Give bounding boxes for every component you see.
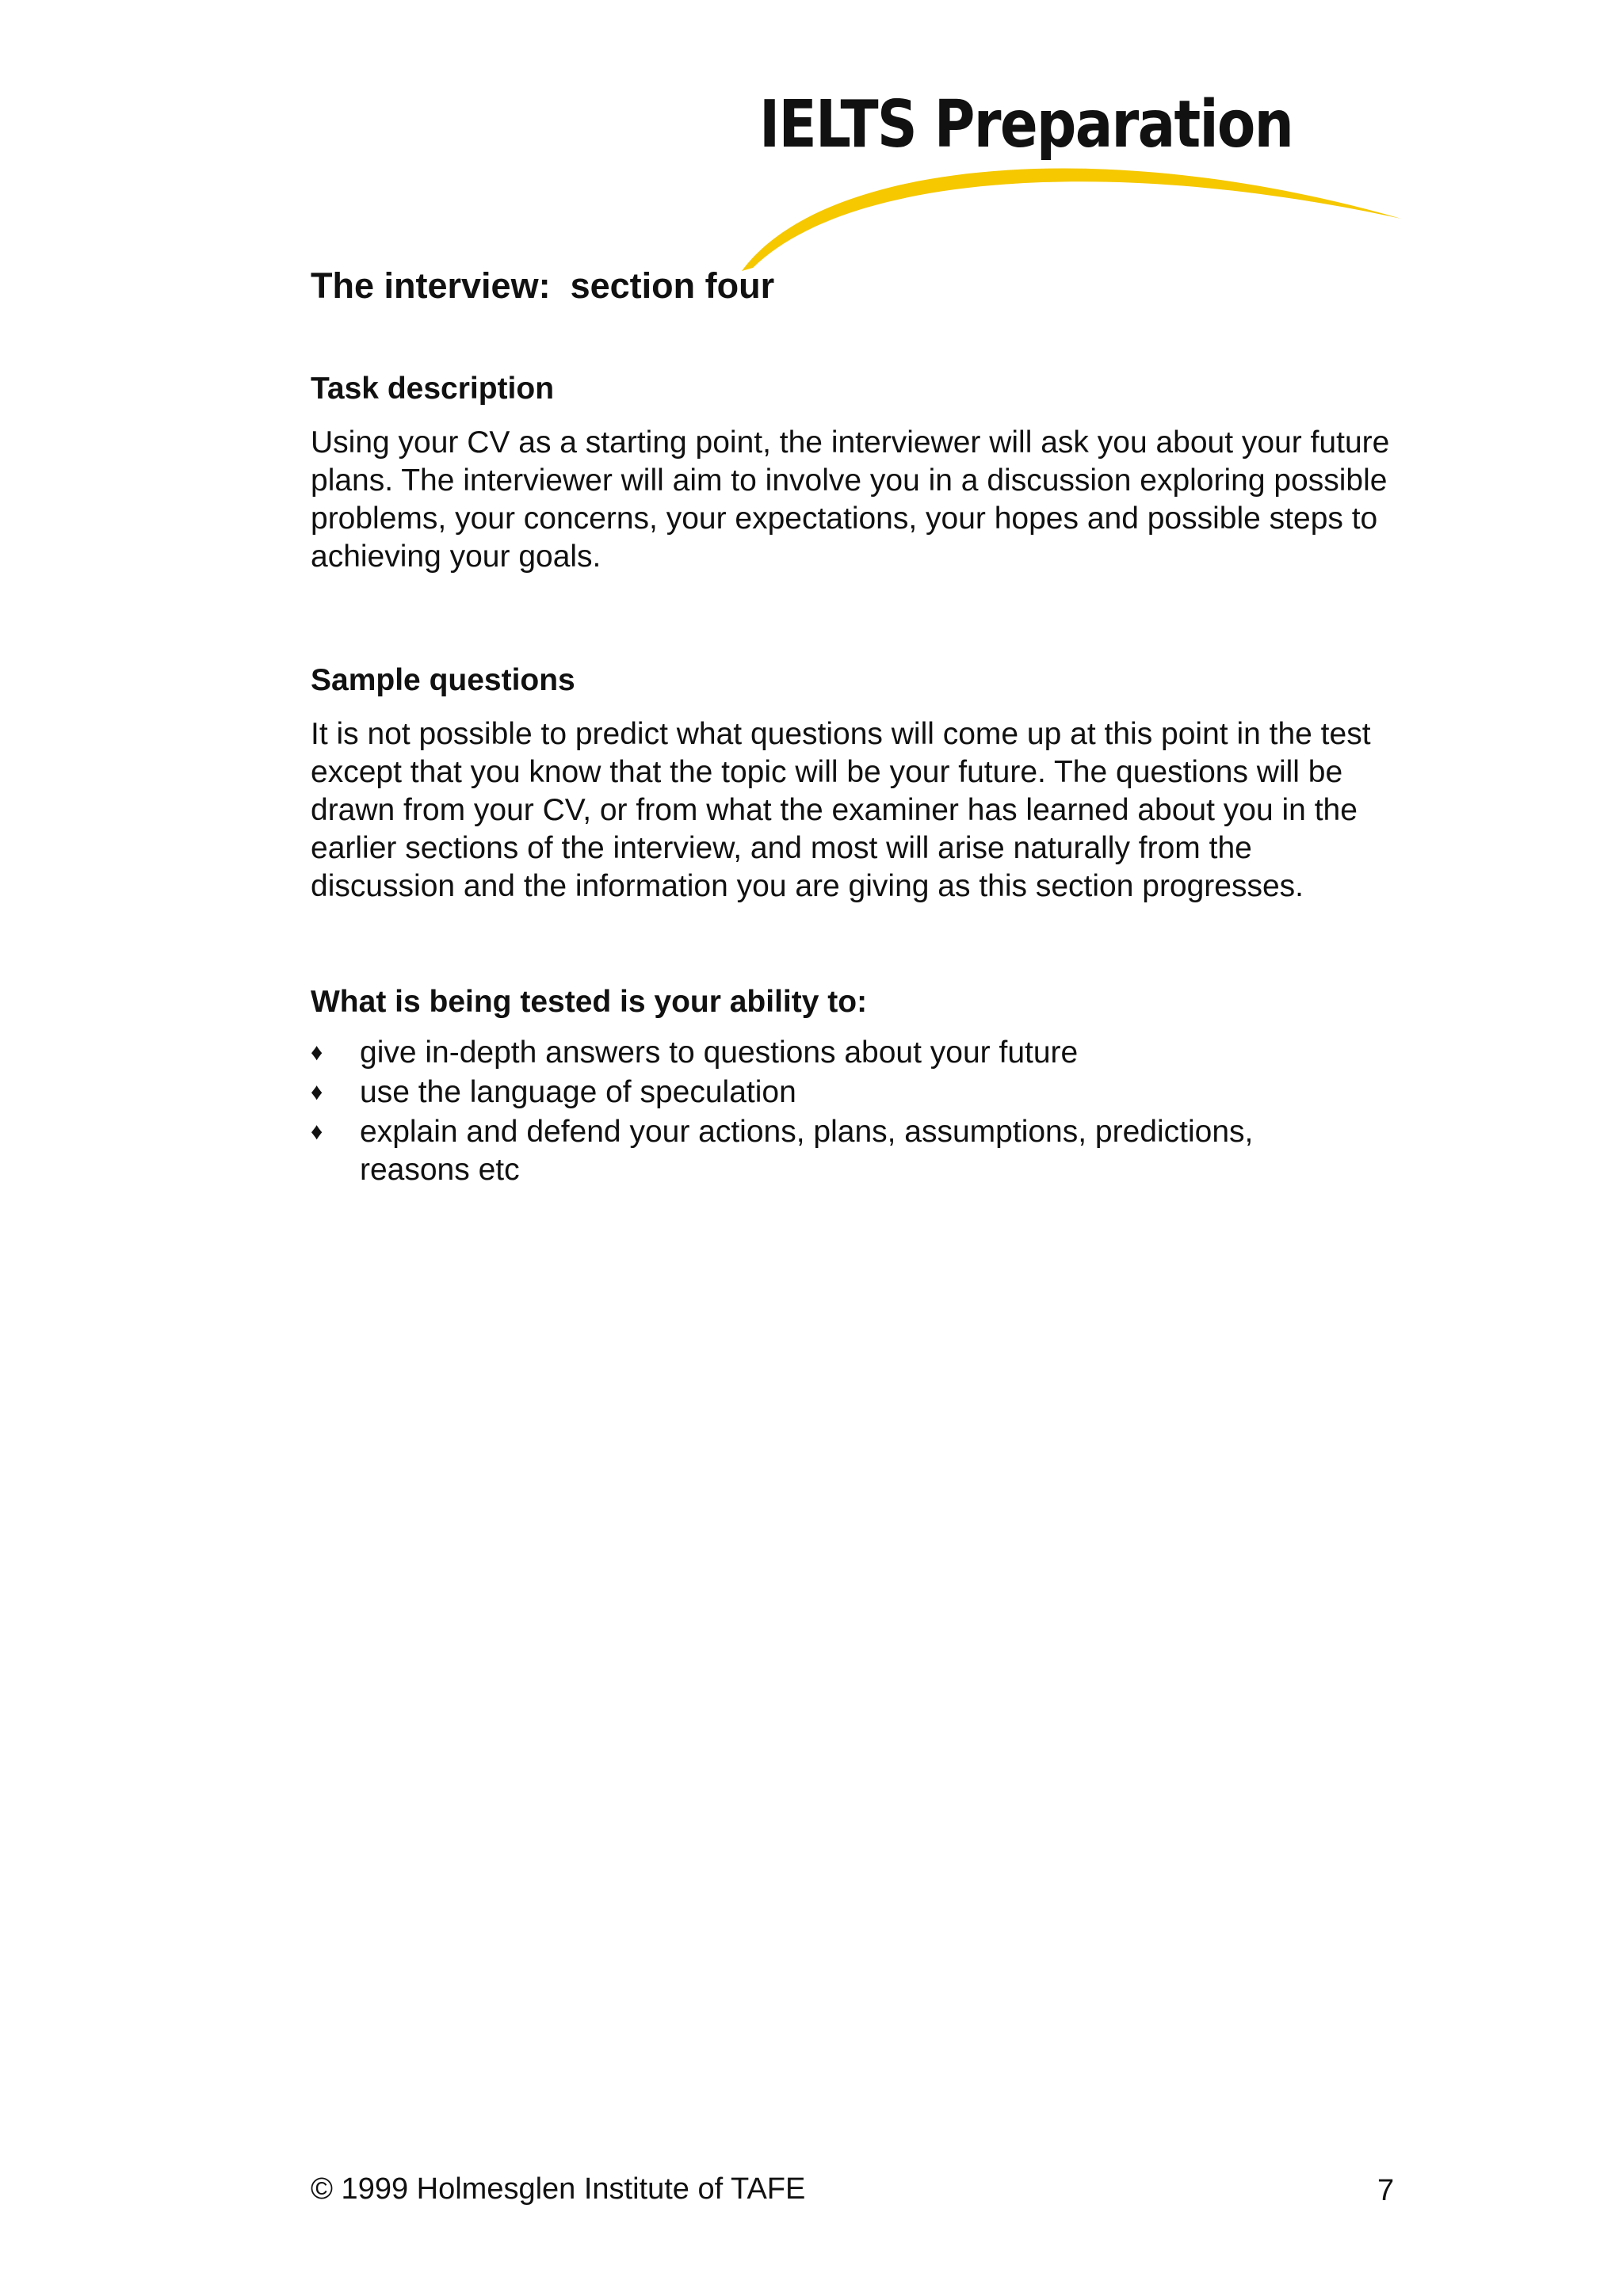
section-paragraph: It is not possible to predict what questions will come up at this point in the test except that you know that the topic will be your future. The questions will be drawn from your CV, or from what the examiner has learned about you in the earlier sections of the interview, and most will arise naturally from the discussion and the information you are giving as this section progresses.: [311, 717, 1371, 903]
diamond-bullet-icon: ♦: [311, 1039, 323, 1066]
abilities-tested-section: [311, 985, 1404, 1189]
section-paragraph: Using your CV as a starting point, the interviewer will ask you about your future plans. The interviewer will aim to involve you in a discussion exploring possible problems, your concerns, your expectations, your hopes and possible steps to achieving your goals.: [311, 425, 1390, 574]
section-heading: Task description: [311, 372, 555, 406]
bullet-item: [311, 1074, 1404, 1112]
diamond-bullet-icon: ♦: [311, 1119, 323, 1145]
section-heading: Sample questions: [311, 663, 575, 697]
bullet-item: [311, 1034, 1404, 1072]
task-description-section: [311, 372, 1404, 576]
ielts-preparation-logo: [737, 87, 1403, 277]
logo-title: IELTS Preparation: [759, 87, 1293, 162]
footer-copyright: © 1999 Holmesglen Institute of TAFE: [311, 2172, 806, 2206]
section-heading: What is being tested is your ability to:: [311, 985, 868, 1019]
diamond-bullet-icon: ♦: [311, 1079, 323, 1105]
bullet-text: explain and defend your actions, plans, assumptions, predictions, reasons etc: [360, 1115, 1254, 1187]
swoosh-shape: [742, 169, 1401, 271]
bullet-text: give in-depth answers to questions about your future: [360, 1035, 1079, 1070]
bullet-list: [311, 1034, 1404, 1189]
bullet-item: [311, 1113, 1404, 1189]
document-body: [311, 265, 1404, 1191]
page-number: 7: [1377, 2174, 1395, 2207]
sample-questions-section: [311, 663, 1404, 906]
page-title: The interview: section four: [311, 265, 775, 306]
bullet-text: use the language of speculation: [360, 1075, 796, 1109]
